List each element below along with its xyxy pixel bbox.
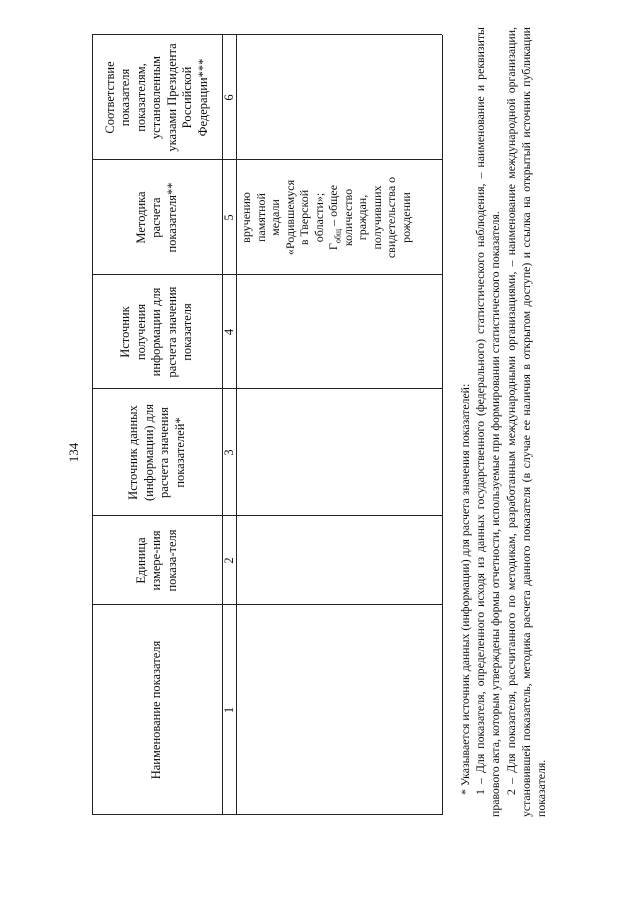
formula-symbol: Г (326, 243, 340, 251)
method-formula-line (326, 177, 341, 258)
table-border-bottom (442, 35, 443, 815)
header-info-source: Источник получения информации для расчета значения показателя (118, 286, 195, 378)
method-line: получивших (369, 185, 384, 250)
header-indicator-name: Наименование показателя (149, 640, 164, 780)
method-line: в Тверской (297, 189, 311, 246)
method-line: «Родившемуся (282, 179, 297, 256)
footnotes (458, 27, 549, 817)
column-number: 6 (222, 94, 236, 101)
method-line: граждан, (355, 194, 369, 241)
column-number: 2 (222, 557, 236, 564)
calculation-method-cell (236, 160, 442, 275)
header-data-source: Источник данных (информации) для расчета значения показателей* (126, 403, 187, 502)
method-line: количество (340, 188, 355, 247)
method-line: области»; (311, 192, 326, 243)
column-number: 1 (222, 706, 236, 714)
footnote-item-1: 1 – Для показателя, определенного исходя из данных государственного (федерального) статистического наблюдения, – наименование и реквизиты правового акта, которым утверждены формы отчетности, используемые при формировании статистического показателя. (473, 27, 503, 817)
column-number: 5 (222, 214, 236, 221)
method-line: памятной (253, 193, 268, 242)
method-line: рождении (398, 192, 413, 243)
column-number: 3 (222, 449, 236, 456)
method-line: свидетельства о (384, 176, 398, 259)
header-calculation-method: Методика расчета показателя** (133, 182, 179, 253)
formula-symbol-subscript: общ (333, 228, 343, 244)
indicator-table (92, 35, 442, 815)
footnote-data-source: * Указывается источник данных (информации) для расчета значения показателей: (458, 383, 472, 795)
footnote-item-2: 2 – Для показателя, рассчитанного по методикам, разработанным международными организациями, – наименование международной организации, установившей показатель, методика расчета данного показателя (в случае ее наличия в открытом доступе) и ссылка на открытый источник публикации показателя. (503, 27, 549, 817)
column-number: 4 (222, 328, 236, 336)
header-unit: Единица измере-ния показа-теля (133, 529, 179, 592)
formula-definition: – общее (326, 184, 340, 229)
table-number-row-divider (236, 35, 237, 815)
method-line: медали (268, 199, 282, 236)
header-presidential-decrees: Соответствие показателя показателям, установленным указами Президента Российской Федерации*** (102, 43, 210, 152)
method-line: вручению (239, 192, 253, 243)
page-number: 134 (66, 442, 81, 463)
